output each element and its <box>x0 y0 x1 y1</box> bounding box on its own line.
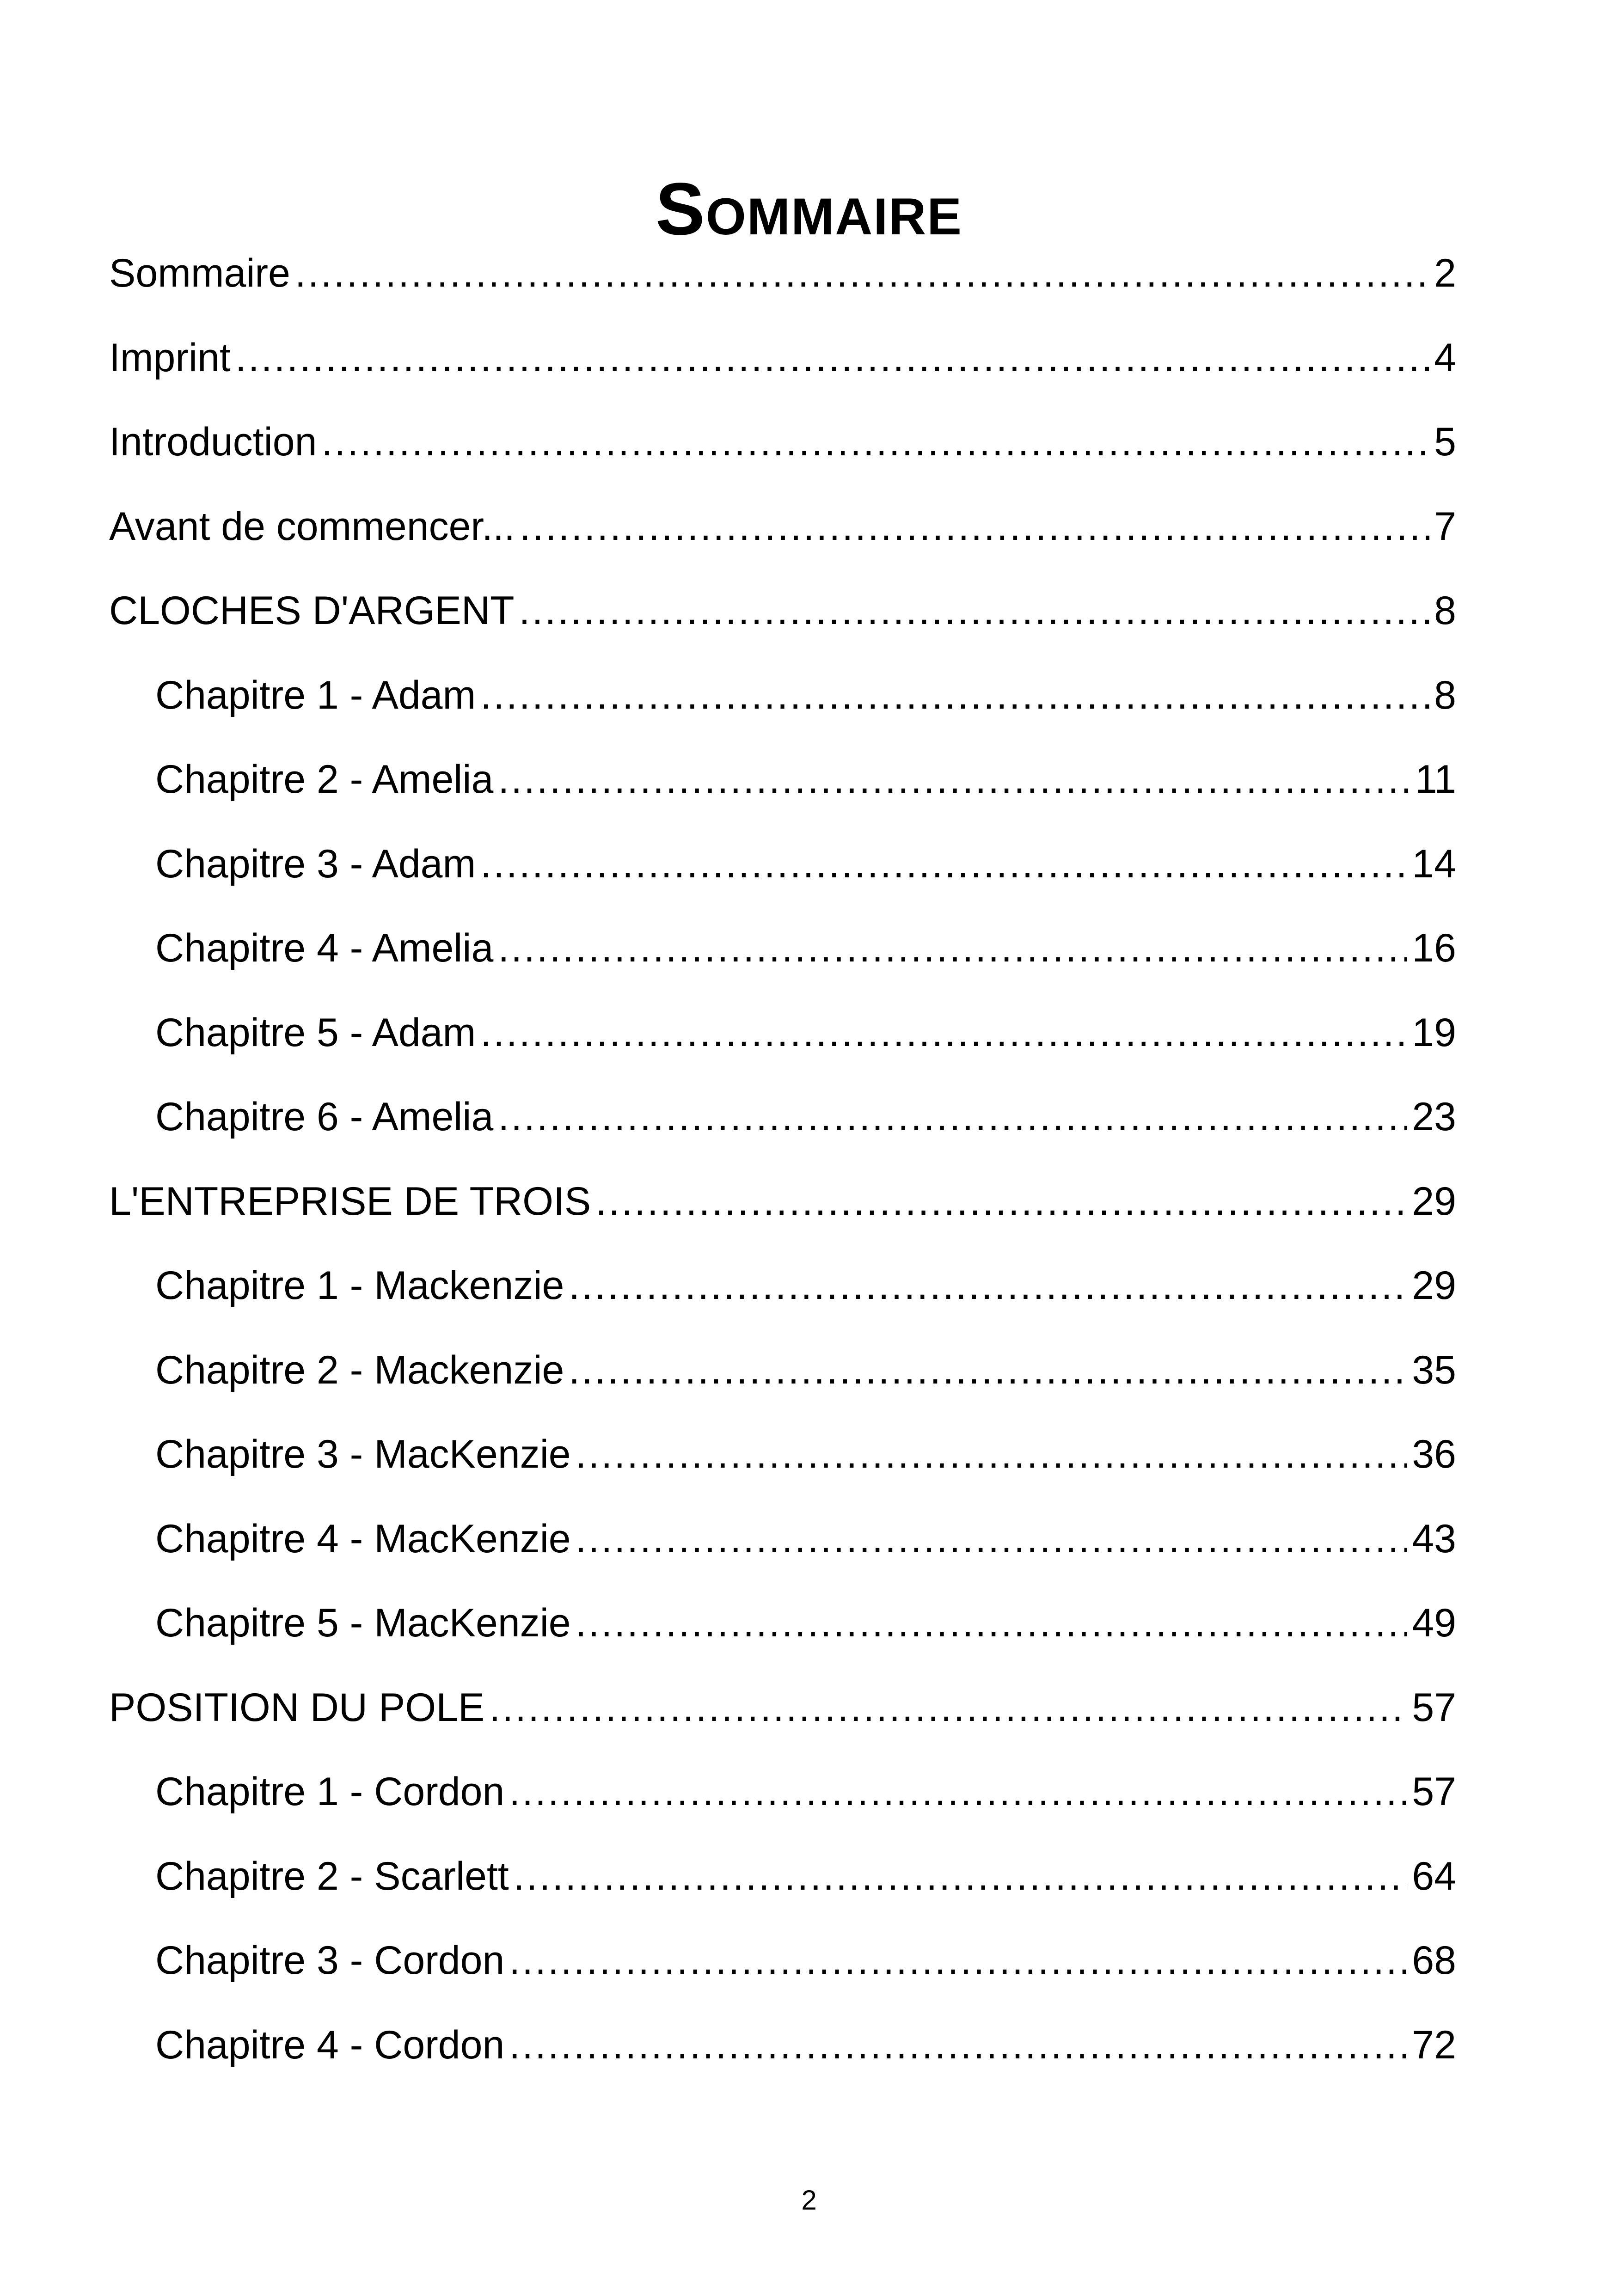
toc-dot-leader <box>576 1412 1408 1497</box>
toc-dot-leader <box>480 822 1407 906</box>
toc-entry-page: 29 <box>1412 1263 1456 1308</box>
toc-entry[interactable] <box>109 1497 1456 1581</box>
toc-entry-label: Chapitre 3 - Cordon <box>155 1938 505 1983</box>
toc-entry[interactable] <box>109 1750 1456 1834</box>
toc-entry-page: 68 <box>1412 1938 1456 1983</box>
toc-entry-label: Chapitre 4 - MacKenzie <box>155 1516 571 1561</box>
toc-dot-leader <box>569 1328 1407 1413</box>
toc-entry[interactable] <box>109 1159 1456 1244</box>
toc-dot-leader <box>519 569 1430 653</box>
toc-entry[interactable] <box>109 1581 1456 1665</box>
toc-entry-page: 16 <box>1412 926 1456 970</box>
toc-entry-label: Chapitre 1 - Cordon <box>155 1769 505 1814</box>
toc-entry-label: Sommaire <box>109 251 290 295</box>
toc-entry-page: 11 <box>1415 757 1456 802</box>
toc-entry-page: 8 <box>1434 673 1456 717</box>
toc-dot-leader <box>576 1497 1408 1581</box>
toc-entry[interactable] <box>109 1665 1456 1750</box>
toc-entry-label: Chapitre 1 - Mackenzie <box>155 1263 564 1308</box>
table-of-contents <box>109 231 1456 2087</box>
toc-entry-page: 29 <box>1412 1179 1456 1224</box>
toc-dot-leader <box>520 484 1429 569</box>
toc-dot-leader <box>595 1159 1407 1244</box>
toc-entry[interactable] <box>109 1834 1456 1919</box>
toc-entry-page: 2 <box>1434 251 1456 295</box>
toc-entry-label: Chapitre 2 - Scarlett <box>155 1854 509 1898</box>
toc-dot-leader <box>295 231 1429 316</box>
toc-entry[interactable] <box>109 822 1456 906</box>
toc-entry-label: L'ENTREPRISE DE TROIS <box>109 1179 591 1224</box>
page-number: 2 <box>801 2185 817 2216</box>
toc-entry-label: Chapitre 2 - Mackenzie <box>155 1347 564 1392</box>
toc-dot-leader <box>569 1243 1407 1328</box>
toc-entry[interactable] <box>109 231 1456 316</box>
toc-entry-page: 49 <box>1412 1601 1456 1645</box>
toc-entry-page: 72 <box>1412 2022 1456 2067</box>
toc-entry-label: Introduction <box>109 420 317 464</box>
toc-entry[interactable] <box>109 569 1456 653</box>
toc-dot-leader <box>509 1918 1407 2003</box>
page-title: Sommaire <box>655 167 962 251</box>
toc-entry[interactable] <box>109 1918 1456 2003</box>
toc-entry[interactable] <box>109 906 1456 991</box>
toc-entry[interactable] <box>109 991 1456 1075</box>
toc-entry-page: 7 <box>1434 504 1456 549</box>
toc-entry[interactable] <box>109 400 1456 484</box>
toc-dot-leader <box>514 1834 1408 1919</box>
toc-entry[interactable] <box>109 737 1456 822</box>
toc-entry-label: Chapitre 3 - MacKenzie <box>155 1432 571 1476</box>
toc-entry-page: 8 <box>1434 588 1456 633</box>
toc-dot-leader <box>480 991 1407 1075</box>
toc-dot-leader <box>509 2003 1407 2088</box>
toc-entry-label: Chapitre 5 - MacKenzie <box>155 1601 571 1645</box>
toc-entry-page: 35 <box>1412 1347 1456 1392</box>
toc-entry-page: 4 <box>1434 335 1456 380</box>
toc-dot-leader <box>235 316 1429 400</box>
toc-entry-label: Chapitre 4 - Amelia <box>155 926 494 970</box>
toc-dot-leader <box>498 906 1407 991</box>
toc-entry[interactable] <box>109 1412 1456 1497</box>
toc-entry-label: CLOCHES D'ARGENT <box>109 588 515 633</box>
toc-entry-page: 23 <box>1412 1095 1456 1139</box>
toc-dot-leader <box>498 1075 1407 1159</box>
toc-entry-label: POSITION DU POLE <box>109 1685 485 1730</box>
toc-dot-leader <box>480 653 1429 738</box>
toc-entry-page: 36 <box>1412 1432 1456 1476</box>
toc-entry-label: Imprint <box>109 335 231 380</box>
toc-entry-page: 43 <box>1412 1516 1456 1561</box>
toc-entry[interactable] <box>109 1075 1456 1159</box>
toc-entry-page: 57 <box>1412 1685 1456 1730</box>
toc-entry-label: Chapitre 3 - Adam <box>155 841 476 886</box>
toc-entry[interactable] <box>109 2003 1456 2088</box>
toc-entry-label: Chapitre 5 - Adam <box>155 1010 476 1055</box>
toc-entry-label: Chapitre 1 - Adam <box>155 673 476 717</box>
toc-entry-label: Avant de commencer... <box>109 504 515 549</box>
toc-dot-leader <box>489 1665 1407 1750</box>
toc-dot-leader <box>321 400 1429 484</box>
toc-dot-leader <box>509 1750 1407 1834</box>
toc-entry[interactable] <box>109 484 1456 569</box>
toc-entry[interactable] <box>109 1243 1456 1328</box>
toc-entry-label: Chapitre 6 - Amelia <box>155 1095 494 1139</box>
toc-entry-page: 57 <box>1412 1769 1456 1814</box>
toc-entry-page: 19 <box>1412 1010 1456 1055</box>
toc-entry-page: 14 <box>1412 841 1456 886</box>
toc-entry-page: 64 <box>1412 1854 1456 1898</box>
toc-entry-page: 5 <box>1434 420 1456 464</box>
toc-entry[interactable] <box>109 316 1456 400</box>
toc-dot-leader <box>498 737 1410 822</box>
toc-entry[interactable] <box>109 1328 1456 1413</box>
toc-entry-label: Chapitre 4 - Cordon <box>155 2022 505 2067</box>
toc-dot-leader <box>576 1581 1408 1665</box>
toc-entry-label: Chapitre 2 - Amelia <box>155 757 494 802</box>
toc-entry[interactable] <box>109 653 1456 738</box>
